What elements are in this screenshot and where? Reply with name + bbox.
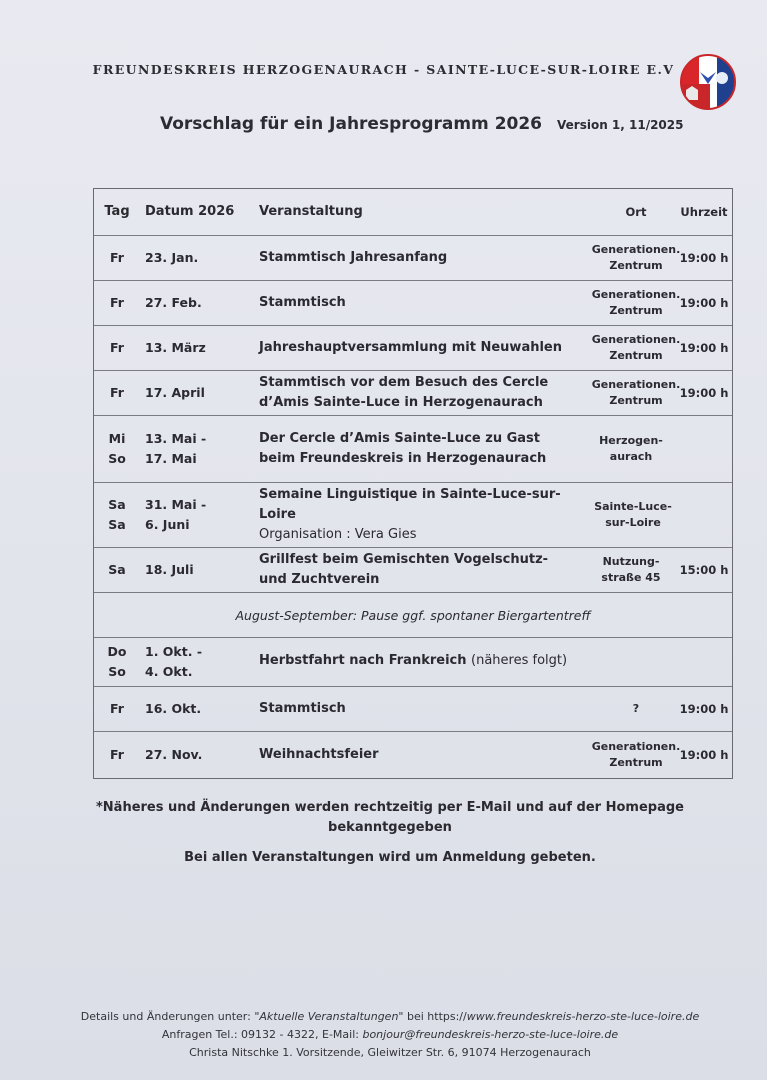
event-cell: Stammtisch Jahresanfang	[259, 250, 448, 265]
footer-section-name: Aktuelle Veranstaltungen	[259, 1010, 399, 1023]
footer	[40, 1008, 740, 1062]
footer-phone: Anfragen Tel.: 09132 - 4322, E-Mail:	[161, 1028, 363, 1041]
table-row	[94, 235, 732, 280]
event-cell-group	[259, 638, 589, 686]
time-cell: 19:00 h	[679, 251, 729, 265]
footer-details-line	[40, 1008, 740, 1026]
place-cell	[591, 638, 681, 686]
schedule-table	[93, 188, 733, 779]
version-label: Version 1, 11/2025	[557, 118, 684, 132]
date-cell: 13. Mai - 17. Mai	[145, 431, 207, 466]
event-cell: Herbstfahrt nach Frankreich	[259, 653, 467, 668]
date-cell: 23. Jan.	[145, 250, 199, 265]
time-cell	[679, 416, 729, 482]
header-time: Uhrzeit	[680, 205, 728, 219]
day-cell: Sa Sa	[108, 497, 126, 532]
table-row	[94, 482, 732, 547]
place-cell: Generationen. Zentrum	[591, 333, 681, 362]
event-organizer: Organisation : Vera Gies	[259, 527, 417, 542]
day-cell: Mi So	[108, 431, 126, 466]
table-row	[94, 280, 732, 325]
date-cell: 16. Okt.	[145, 701, 202, 716]
footer-details-mid: " bei https://	[398, 1010, 467, 1023]
email-link[interactable]: bonjour@freundeskreis-herzo-ste-luce-loire.de	[362, 1028, 619, 1041]
date-cell: 27. Nov.	[145, 747, 203, 762]
event-cell: Semaine Linguistique in Sainte-Luce-sur-Loire	[259, 487, 561, 522]
event-cell: Stammtisch vor dem Besuch des Cercle d’Amis Sainte-Luce in Herzogenaurach	[259, 375, 549, 410]
day-cell: Fr	[110, 701, 124, 716]
pause-row	[94, 592, 732, 637]
changes-note: *Näheres und Änderungen werden rechtzeitig per E-Mail und auf der Homepage bekanntgegeben	[96, 800, 684, 835]
place-cell: Generationen. Zentrum	[591, 243, 681, 272]
time-cell: 19:00 h	[679, 748, 729, 762]
table-row	[94, 370, 732, 415]
event-cell: Stammtisch	[259, 295, 346, 310]
event-cell: Der Cercle d’Amis Sainte-Luce zu Gast beim Freundeskreis in Herzogenaurach	[259, 431, 547, 466]
day-cell: Fr	[110, 295, 124, 310]
date-cell: 27. Feb.	[145, 295, 202, 310]
table-row	[94, 731, 732, 778]
day-cell: Fr	[110, 385, 124, 400]
footer-address-line: Christa Nitschke 1. Vorsitzende, Gleiwitzer Str. 6, 91074 Herzogenaurach	[189, 1046, 591, 1059]
time-cell	[679, 638, 729, 686]
page-title: Vorschlag für ein Jahresprogramm 2026	[160, 114, 543, 134]
time-cell: 19:00 h	[679, 296, 729, 310]
table-row	[94, 415, 732, 482]
event-note: (näheres folgt)	[471, 653, 568, 668]
place-cell: Generationen. Zentrum	[591, 740, 681, 769]
day-cell: Fr	[110, 747, 124, 762]
time-cell	[679, 483, 729, 547]
place-cell: Generationen. Zentrum	[591, 288, 681, 317]
place-cell: ?	[632, 702, 640, 715]
table-row	[94, 547, 732, 592]
time-cell: 19:00 h	[679, 386, 729, 400]
date-cell: 13. März	[145, 340, 206, 355]
footer-details-prefix: Details und Änderungen unter: "	[80, 1010, 260, 1023]
website-link[interactable]: www.freundeskreis-herzo-ste-luce-loire.de	[466, 1010, 700, 1023]
header-date: Datum 2026	[145, 204, 235, 219]
event-cell: Stammtisch	[259, 701, 346, 716]
table-row	[94, 637, 732, 686]
day-cell: Sa	[108, 562, 126, 577]
date-cell: 31. Mai - 6. Juni	[145, 497, 207, 532]
organization-title: FREUNDESKREIS HERZOGENAURACH - SAINTE-LUCE-SUR-LOIRE E.V	[92, 62, 675, 77]
table-row	[94, 686, 732, 731]
time-cell: 15:00 h	[679, 563, 729, 577]
date-cell: 1. Okt. - 4. Okt.	[145, 644, 203, 679]
header-day: Tag	[104, 204, 130, 219]
table-header-row	[94, 189, 732, 235]
event-cell: Jahreshauptversammlung mit Neuwahlen	[259, 340, 562, 355]
place-cell: Herzogen- aurach	[599, 434, 663, 463]
day-cell: Fr	[110, 250, 124, 265]
place-cell: Sainte-Luce- sur-Loire	[594, 500, 672, 529]
day-cell: Do So	[107, 644, 127, 679]
header-event: Veranstaltung	[259, 204, 363, 219]
club-emblem-icon	[680, 54, 736, 110]
time-cell: 19:00 h	[679, 702, 729, 716]
event-cell: Weihnachtsfeier	[259, 747, 379, 762]
pause-note: August-September: Pause ggf. spontaner Biergartentreff	[235, 607, 591, 623]
event-cell-group	[259, 483, 589, 547]
place-cell: Generationen. Zentrum	[591, 378, 681, 407]
header-place: Ort	[625, 205, 647, 219]
table-row	[94, 325, 732, 370]
date-cell: 17. April	[145, 385, 205, 400]
registration-note: Bei allen Veranstaltungen wird um Anmeldung gebeten.	[184, 850, 596, 865]
time-cell: 19:00 h	[679, 341, 729, 355]
date-cell: 18. Juli	[145, 562, 194, 577]
event-cell: Grillfest beim Gemischten Vogelschutz- und Zuchtverein	[259, 552, 549, 587]
footer-contact-line	[40, 1026, 740, 1044]
day-cell: Fr	[110, 340, 124, 355]
place-cell: Nutzung- straße 45	[601, 555, 661, 584]
